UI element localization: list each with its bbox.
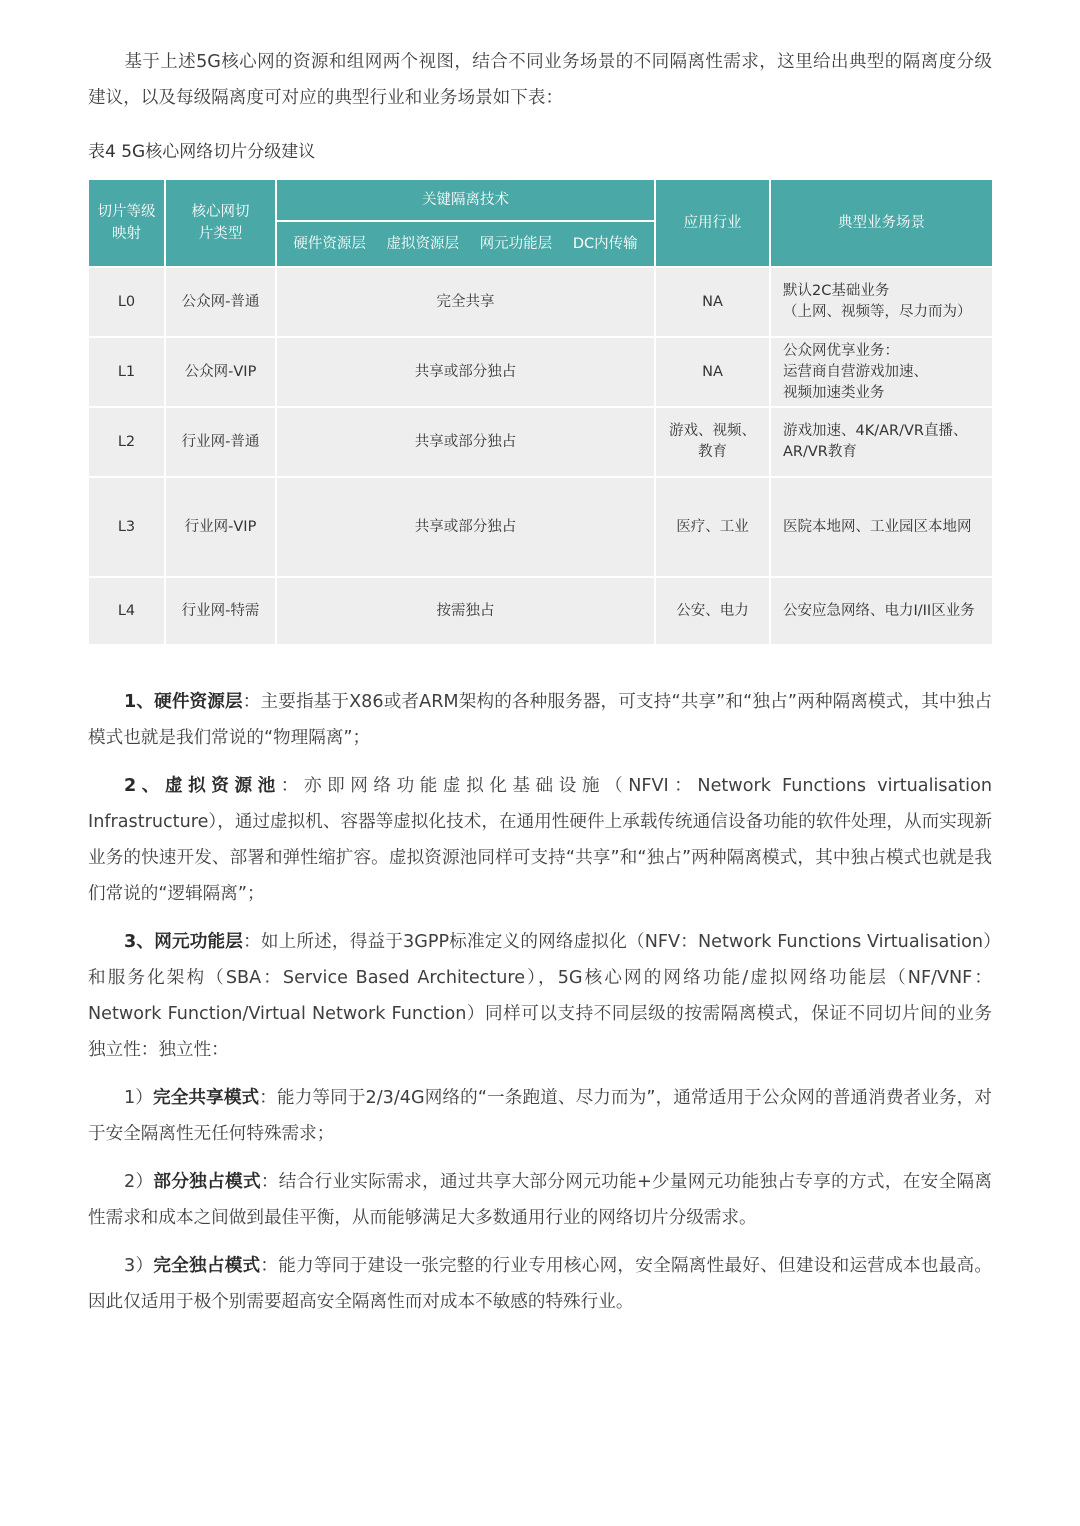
header-industry: 应用行业 [655, 179, 770, 267]
paragraph-body: 能力等同于2/3/4G网络的“一条跑道、尽力而为”，通常适用于公众网的普通消费者业务，对于安全隔离性无任何特殊需求； [88, 1088, 992, 1144]
paragraph-virtual-pool [88, 768, 992, 912]
header-tech: 关键隔离技术 [276, 179, 655, 221]
cell-scenario [770, 577, 993, 645]
cell-scenario [770, 267, 993, 337]
table-row [88, 267, 993, 337]
header-type [165, 179, 276, 267]
separator: ： [260, 1256, 279, 1276]
subheader-dc: DC内传输 [572, 236, 638, 252]
scenario-line: 视频加速类业务 [783, 384, 885, 401]
cell-type: 行业网-VIP [165, 477, 276, 577]
cell-industry [655, 407, 770, 477]
separator: ： [259, 1088, 277, 1108]
paragraph-mode-partial [88, 1164, 992, 1236]
header-type-label: 核心网切片类型 [191, 204, 250, 242]
industry-line: 游戏、视频、 [669, 423, 756, 439]
paragraph-title: 完全独占模式 [153, 1256, 261, 1276]
subheader-nf: 网元功能层 [479, 236, 553, 252]
cell-industry: 公安、电力 [655, 577, 770, 645]
table-title: 表4 5G核心网络切片分级建议 [88, 142, 316, 162]
scenario-line: （上网、视频等，尽力而为） [783, 304, 972, 320]
cell-tech: 按需独占 [276, 577, 655, 645]
scenario-line: 医院本地网、工业园区本地网 [783, 518, 972, 535]
cell-scenario [770, 337, 993, 407]
separator: ： [280, 776, 304, 796]
list-prefix: 3） [124, 1256, 154, 1276]
table-row [88, 337, 993, 407]
paragraph-hardware-layer [88, 684, 992, 756]
cell-industry: NA [655, 337, 770, 407]
intro-paragraph [88, 44, 992, 116]
scenario-line: 运营商自营游戏加速、 [783, 363, 928, 380]
cell-tech: 共享或部分独占 [276, 337, 655, 407]
cell-type: 行业网-特需 [165, 577, 276, 645]
paragraph-body: 如上所述，得益于3GPP标准定义的网络虚拟化（NFV：Network Functions Virtualisation）和服务化架构（SBA：Service Based Architecture），5G核心网的网络功能/虚拟网络功能层（NF/VNF：Network Function/Virtual Network Function）同样可以支持不同层级的按需隔离模式，保证不同切片间的业务独立性：独立性： [88, 932, 992, 1060]
cell-scenario [770, 407, 993, 477]
cell-scenario [770, 477, 993, 577]
paragraph-body: 主要指基于X86或者ARM架构的各种服务器，可支持“共享”和“独占”两种隔离模式，其中独占模式也就是我们常说的“物理隔离”； [88, 692, 992, 748]
cell-type: 公众网-VIP [165, 337, 276, 407]
cell-tech: 共享或部分独占 [276, 407, 655, 477]
paragraph-title: 1、硬件资源层 [124, 692, 243, 712]
scenario-line: 游戏加速、4K/AR/VR直播、 [783, 423, 968, 439]
separator: ： [242, 692, 261, 712]
list-prefix: 1） [124, 1088, 154, 1108]
separator: ： [260, 1172, 279, 1192]
header-level [88, 179, 165, 267]
cell-level: L4 [88, 577, 165, 645]
scenario-line: 公安应急网络、电力I/II区业务 [783, 602, 975, 619]
header-level-label: 切片等级映射 [97, 204, 156, 242]
header-scenario: 典型业务场景 [770, 179, 993, 267]
cell-level: L0 [88, 267, 165, 337]
paragraph-title: 部分独占模式 [153, 1172, 261, 1192]
paragraph-title: 3、网元功能层 [124, 932, 244, 952]
paragraph-nf-layer [88, 924, 992, 1068]
subheader-hardware: 硬件资源层 [293, 236, 366, 252]
paragraph-body: 能力等同于建设一张完整的行业专用核心网，安全隔离性最好、但建设和运营成本也最高。因此仅适用于极个别需要超高安全隔离性而对成本不敏感的特殊行业。 [88, 1256, 992, 1312]
cell-level: L1 [88, 337, 165, 407]
cell-tech: 共享或部分独占 [276, 477, 655, 577]
table-row [88, 407, 993, 477]
cell-type: 行业网-普通 [165, 407, 276, 477]
table-row [88, 477, 993, 577]
intro-text: 基于上述5G核心网的资源和组网两个视图，结合不同业务场景的不同隔离性需求，这里给出典型的隔离度分级建议，以及每级隔离度可对应的典型行业和业务场景如下表： [88, 52, 992, 108]
cell-level: L2 [88, 407, 165, 477]
scenario-line: 公众网优享业务： [783, 342, 899, 359]
scenario-line: 默认2C基础业务 [783, 283, 890, 299]
cell-type: 公众网-普通 [165, 267, 276, 337]
industry-line: 教育 [698, 444, 727, 460]
paragraph-mode-full-share [88, 1080, 992, 1152]
paragraph-body: 结合行业实际需求，通过共享大部分网元功能+少量网元功能独占专享的方式，在安全隔离性需求和成本之间做到最佳平衡，从而能够满足大多数通用行业的网络切片分级需求。 [88, 1172, 992, 1228]
slice-level-table [87, 178, 994, 646]
list-prefix: 2） [124, 1172, 154, 1192]
scenario-line: AR/VR教育 [783, 444, 857, 460]
subheader-virtual: 虚拟资源层 [386, 236, 459, 252]
header-tech-sub [276, 221, 655, 267]
table-row [88, 577, 993, 645]
cell-industry: NA [655, 267, 770, 337]
paragraph-mode-exclusive [88, 1248, 992, 1320]
cell-industry: 医疗、工业 [655, 477, 770, 577]
cell-level: L3 [88, 477, 165, 577]
paragraph-body: 亦即网络功能虚拟化基础设施（NFVI：Network Functions virtualisation Infrastructure），通过虚拟机、容器等虚拟化技术，在通用性硬件上承载传统通信设备功能的软件处理，从而实现新业务的快速开发、部署和弹性缩扩容。虚拟资源池同样可支持“共享”和“独占”两种隔离模式，其中独占模式也就是我们常说的“逻辑隔离”； [88, 776, 992, 904]
paragraph-title: 完全共享模式 [153, 1088, 260, 1108]
cell-tech: 完全共享 [276, 267, 655, 337]
separator: ： [243, 932, 261, 952]
paragraph-title: 2、虚拟资源池 [124, 776, 281, 796]
